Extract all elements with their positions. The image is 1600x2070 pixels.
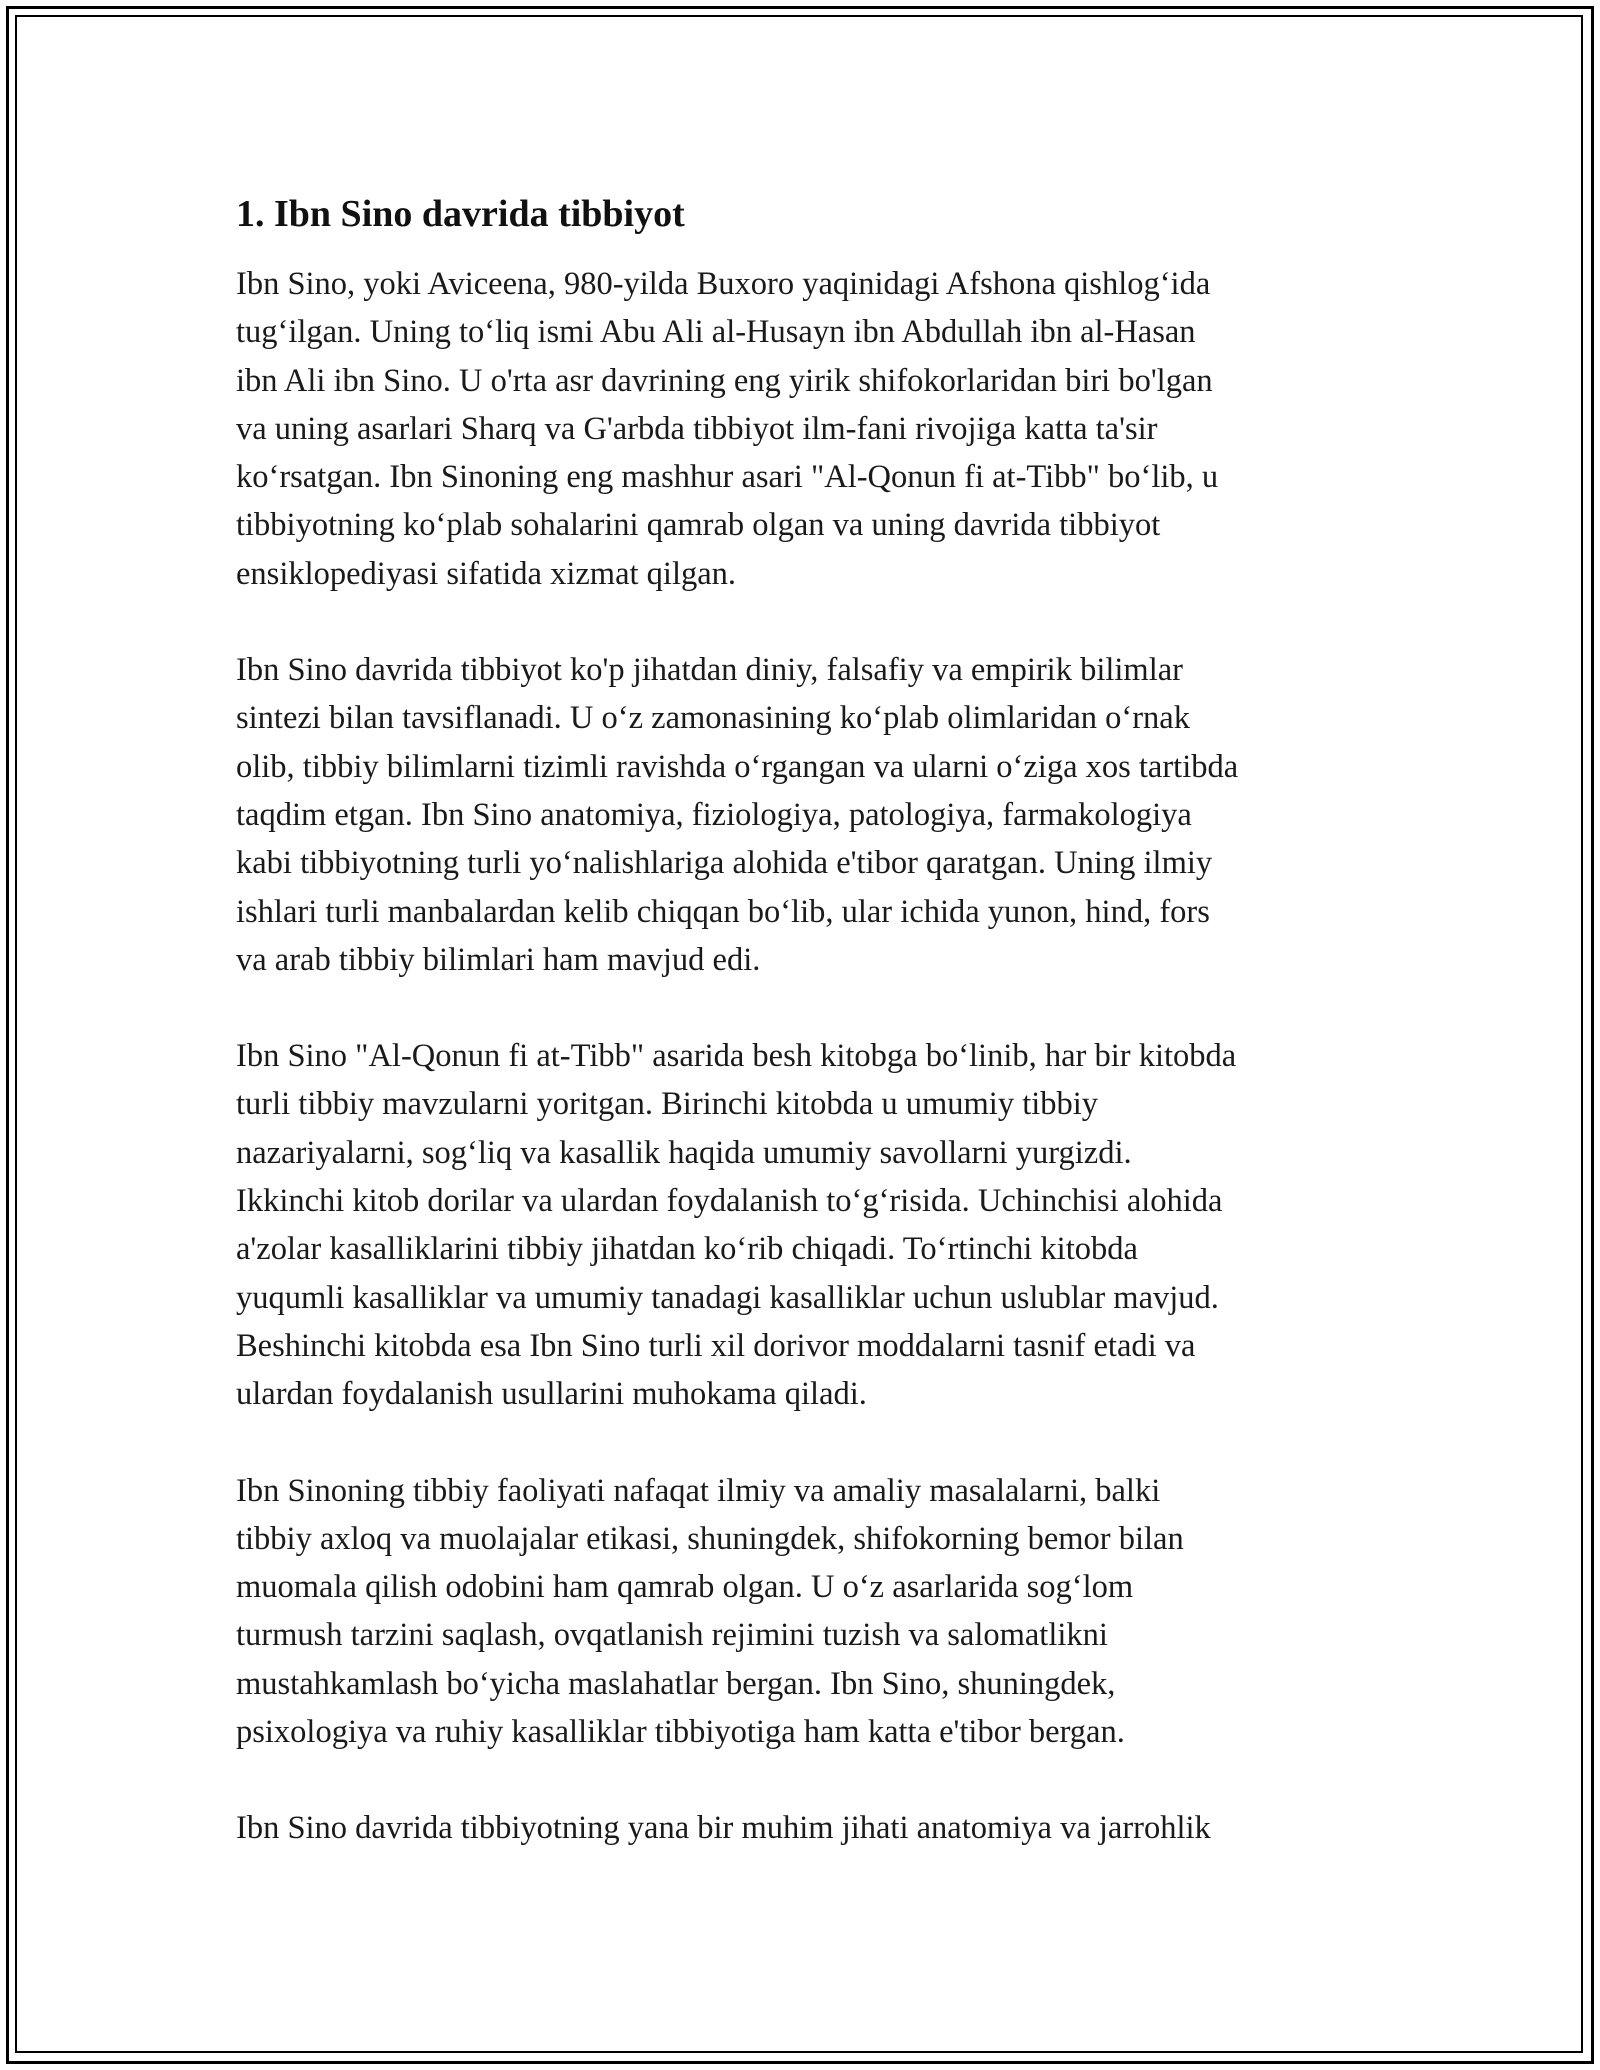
text-line: Ibn Sinoning tibbiy faoliyati nafaqat ilmiy va amaliy masalalarni, balki [236,1472,1161,1509]
text-line: turmush tarzini saqlash, ovqatlanish rejimini tuzish va salomatlikni [236,1617,1108,1654]
paragraph-3 [236,1032,1386,1418]
text-line: Beshinchi kitobda esa Ibn Sino turli xil dorivor moddalarni tasnif etadi va [236,1327,1196,1364]
text-line: Ibn Sino davrida tibbiyotning yana bir muhim jihati anatomiya va jarrohlik [236,1810,1211,1847]
text-line: yuqumli kasalliklar va umumiy tanadagi kasalliklar uchun uslublar mavjud. [236,1279,1219,1316]
paragraph-1 [236,260,1386,598]
text-line: va uning asarlari Sharq va G'arbda tibbiyot ilm-fani rivojiga katta ta'sir [236,410,1158,447]
text-line: Ibn Sino "Al-Qonun fi at-Tibb" asarida besh kitobga bo‘linib, har bir kitobda [236,1038,1237,1075]
text-line: nazariyalarni, sog‘liq va kasallik haqida umumiy savollarni yurgizdi. [236,1134,1132,1171]
text-line: olib, tibbiy bilimlarni tizimli ravishda o‘rgangan va ularni o‘ziga xos tartibda [236,748,1239,785]
text-line: mustahkamlash bo‘yicha maslahatlar bergan. Ibn Sino, shuningdek, [236,1665,1116,1702]
paragraph-5 [236,1804,1386,1852]
text-line: a'zolar kasalliklarini tibbiy jihatdan ko‘rib chiqadi. To‘rtinchi kitobda [236,1231,1138,1268]
text-line: va arab tibbiy bilimlari ham mavjud edi. [236,941,761,978]
text-line: turli tibbiy mavzularni yoritgan. Birinchi kitobda u umumiy tibbiy [236,1086,1099,1123]
text-line: muomala qilish odobini ham qamrab olgan. U o‘z asarlarida sog‘lom [236,1569,1134,1606]
text-line: ibn Ali ibn Sino. U o'rta asr davrining eng yirik shifokorlaridan biri bo'lgan [236,362,1213,399]
text-line: Ibn Sino, yoki Aviceena, 980-yilda Buxoro yaqinidagi Afshona qishlog‘ida [236,266,1211,302]
text-line: Ikkinchi kitob dorilar va ulardan foydalanish to‘g‘risida. Uchinchisi alohida [236,1183,1223,1220]
text-line: tibbiy axloq va muolajalar etikasi, shuningdek, shifokorning bemor bilan [236,1520,1184,1557]
document-body [236,186,1386,1901]
text-line: tug‘ilgan. Uning to‘liq ismi Abu Ali al-Husayn ibn Abdullah ibn al-Hasan [236,314,1196,351]
text-line: tibbiyotning ko‘plab sohalarini qamrab olgan va uning davrida tibbiyot [236,507,1161,544]
text-line: ko‘rsatgan. Ibn Sinoning eng mashhur asari "Al-Qonun fi at-Tibb" bo‘lib, u [236,459,1219,496]
text-line: ensiklopediyasi sifatida xizmat qilgan. [236,555,737,592]
text-line: ishlari turli manbalardan kelib chiqqan bo‘lib, ular ichida yunon, hind, fors [236,893,1210,930]
paragraph-2 [236,646,1386,984]
text-line: Ibn Sino davrida tibbiyot ko'p jihatdan diniy, falsafiy va empirik bilimlar [236,652,1183,689]
text-line: psixologiya va ruhiy kasalliklar tibbiyotiga ham katta e'tibor bergan. [236,1714,1125,1751]
section-heading: 1. Ibn Sino davrida tibbiyot [236,193,685,235]
text-line: sintezi bilan tavsiflanadi. U o‘z zamonasining ko‘plab olimlaridan o‘rnak [236,700,1190,737]
text-line: kabi tibbiyotning turli yo‘nalishlariga alohida e'tibor qaratgan. Uning ilmiy [236,845,1213,882]
text-line: ulardan foydalanish usullarini muhokama qiladi. [236,1376,867,1413]
paragraph-4 [236,1467,1386,1757]
text-line: taqdim etgan. Ibn Sino anatomiya, fiziologiya, patologiya, farmakologiya [236,796,1192,833]
